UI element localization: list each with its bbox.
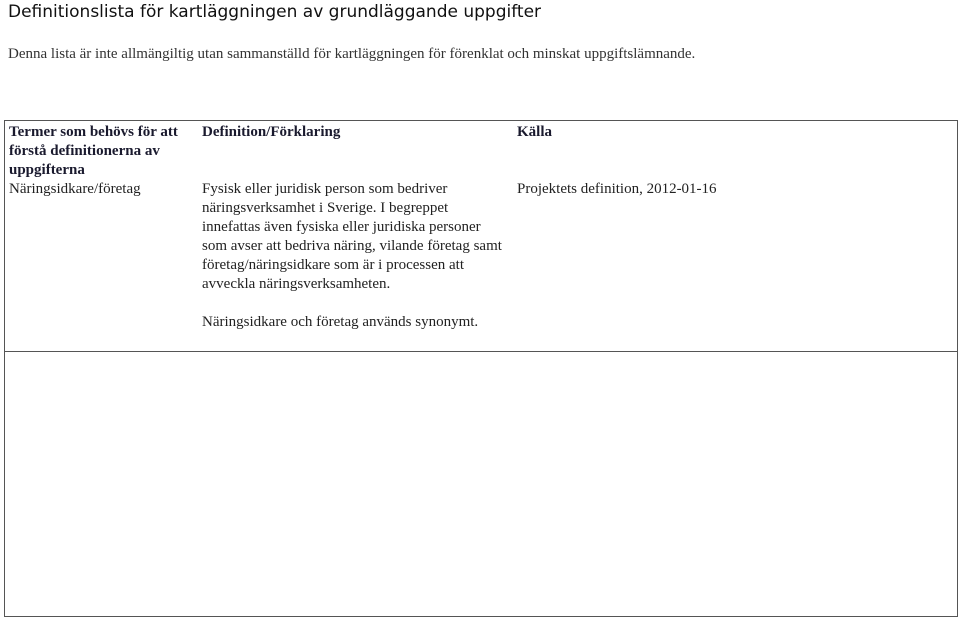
definition-paragraph-1: Fysisk eller juridisk person som bedriver näringsverksamhet i Sverige. I begreppet innefattas även fysiska eller juridiska personer som avser att bedriva näring, vilande företag samt företag/näringsidkare som är i processen att avveckla näringsverksamheten. [202, 181, 502, 292]
header-definition: Definition/Förklaring [202, 124, 341, 140]
header-terms: Termer som behövs för att förstå definitionerna av uppgifterna [9, 124, 178, 178]
intro-text: Denna lista är inte allmängiltig utan sammanställd för kartläggningen för förenklat och minskat uppgiftslämnande. [8, 46, 696, 62]
row-term: Näringsidkare/företag [9, 181, 141, 197]
page-title: Definitionslista för kartläggningen av grundläggande uppgifter [8, 2, 542, 22]
header-source: Källa [517, 124, 553, 140]
definition-paragraph-2: Näringsidkare och företag används synonymt. [202, 314, 479, 330]
row-source: Projektets definition, 2012-01-16 [517, 181, 717, 197]
definition-table [4, 120, 958, 352]
row-definition [202, 180, 502, 332]
empty-table-area [4, 351, 958, 617]
